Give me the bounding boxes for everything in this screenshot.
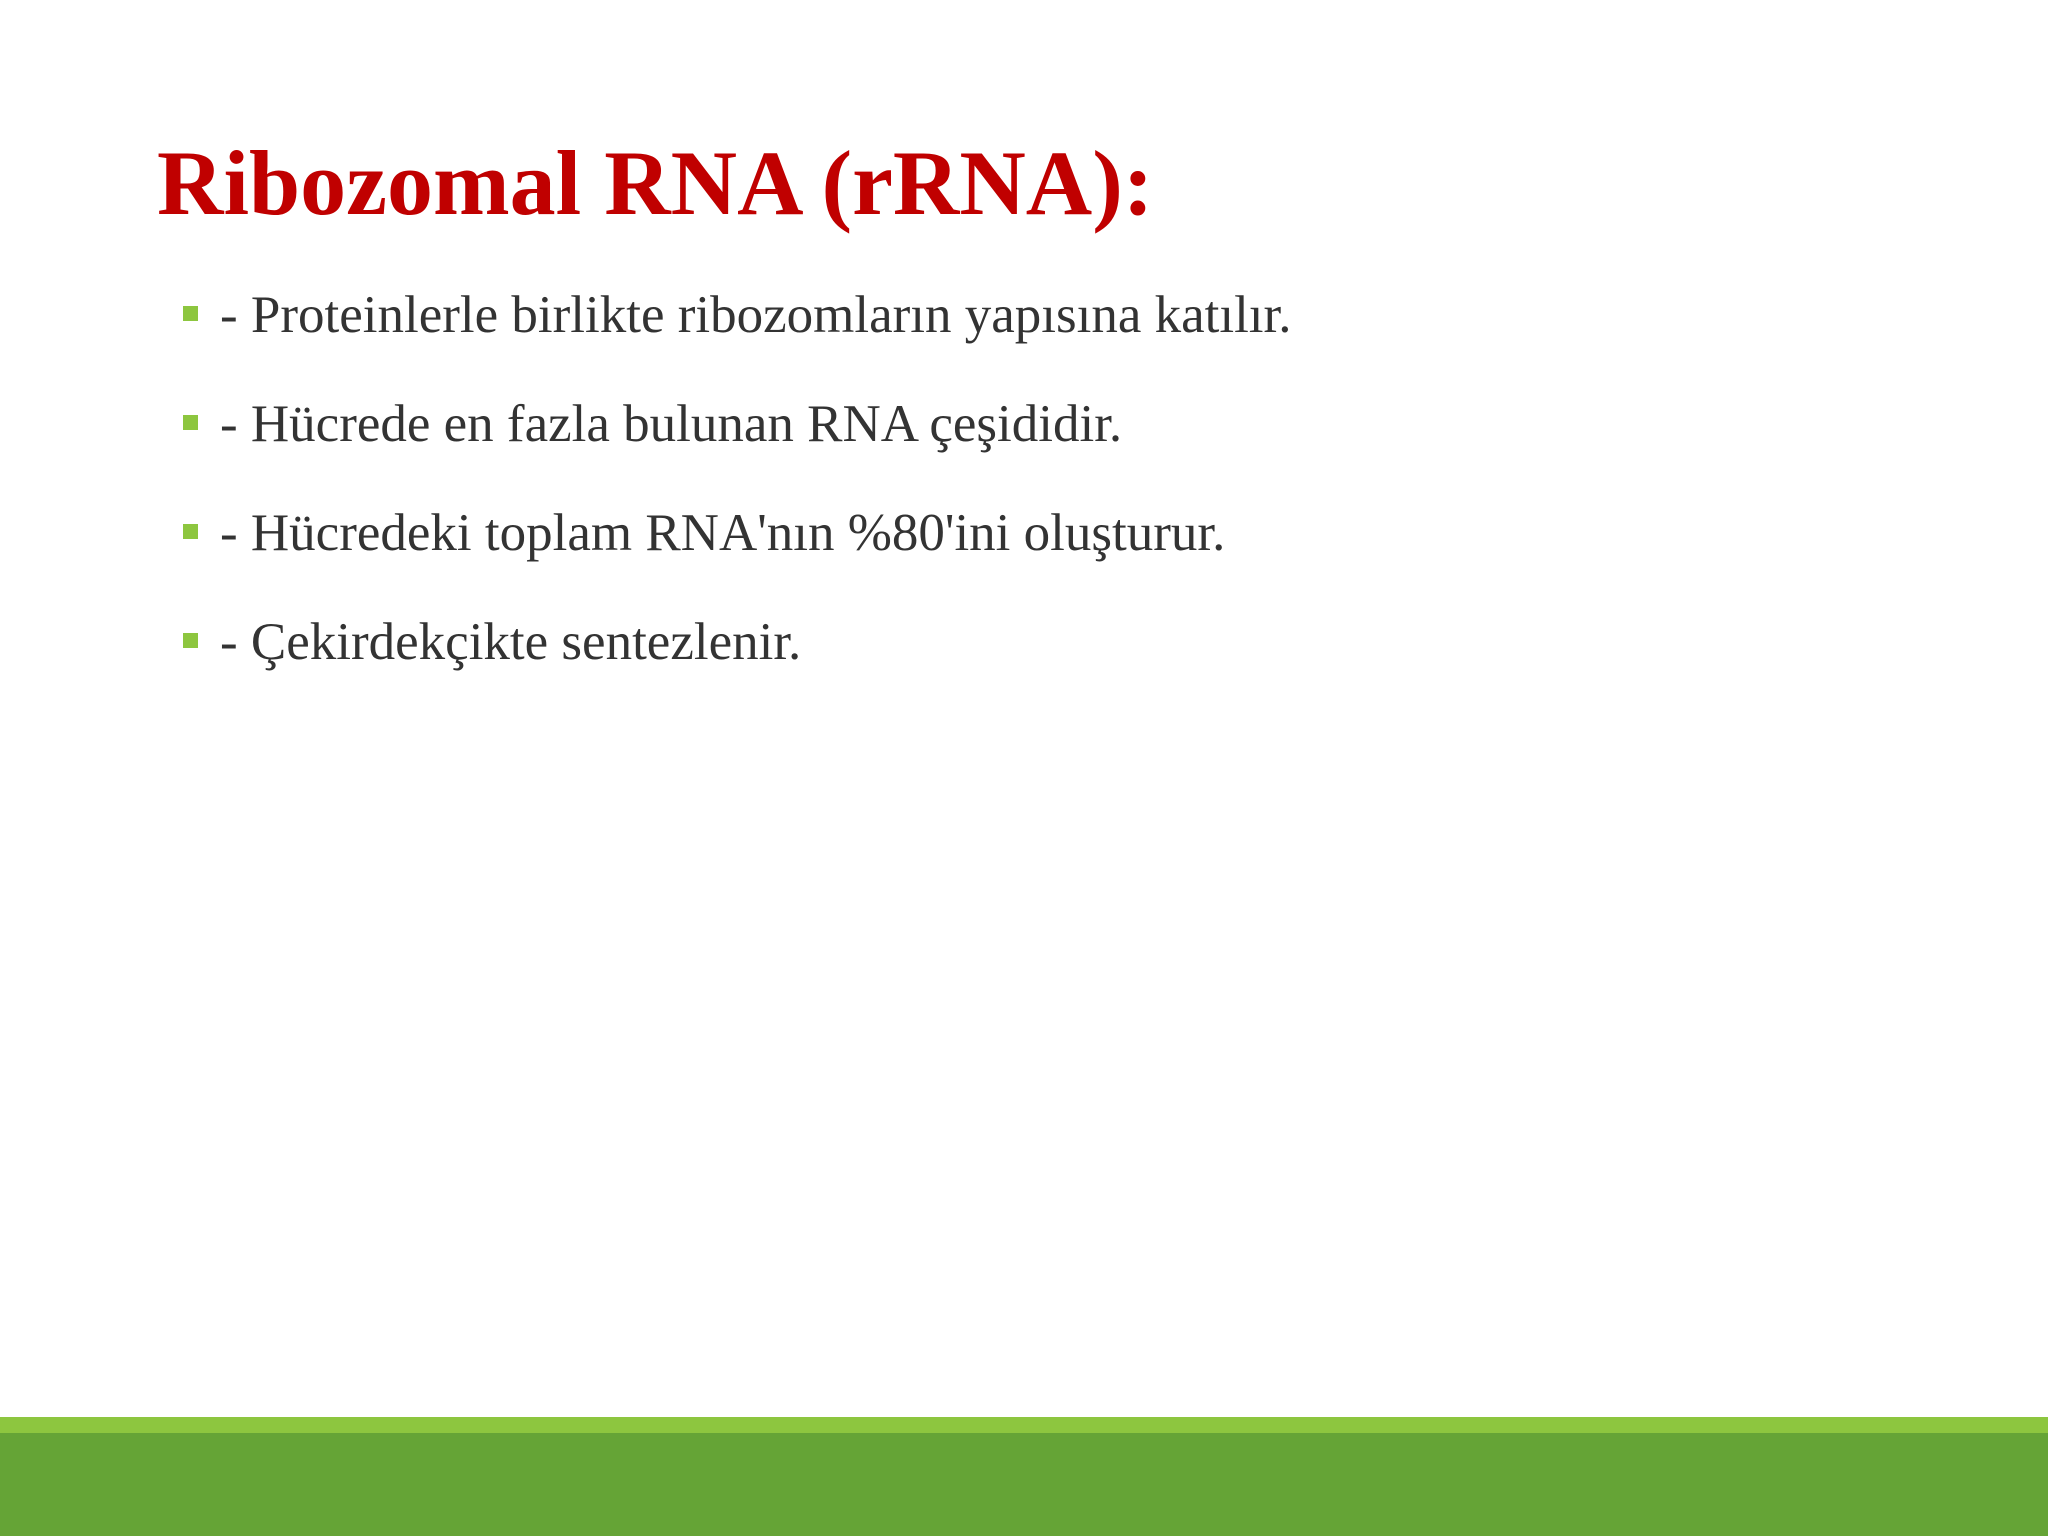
list-item — [183, 283, 1292, 392]
bullet-text: - Hücredeki toplam RNA'nın %80'ini oluşturur. — [220, 504, 1226, 562]
footer-band-dark — [0, 1433, 2048, 1536]
list-item — [183, 501, 1292, 610]
bullet-text: - Çekirdekçikte sentezlenir. — [220, 613, 802, 671]
square-bullet-icon — [183, 633, 198, 648]
footer-band-light — [0, 1417, 2048, 1433]
list-item — [183, 392, 1292, 501]
bullet-list — [183, 283, 1292, 719]
bullet-text: - Proteinlerle birlikte ribozomların yapısına katılır. — [220, 286, 1292, 344]
bullet-text: - Hücrede en fazla bulunan RNA çeşididir. — [220, 395, 1123, 453]
square-bullet-icon — [183, 524, 198, 539]
square-bullet-icon — [183, 306, 198, 321]
square-bullet-icon — [183, 415, 198, 430]
list-item — [183, 610, 1292, 719]
slide-title: Ribozomal RNA (rRNA): — [157, 132, 1154, 234]
